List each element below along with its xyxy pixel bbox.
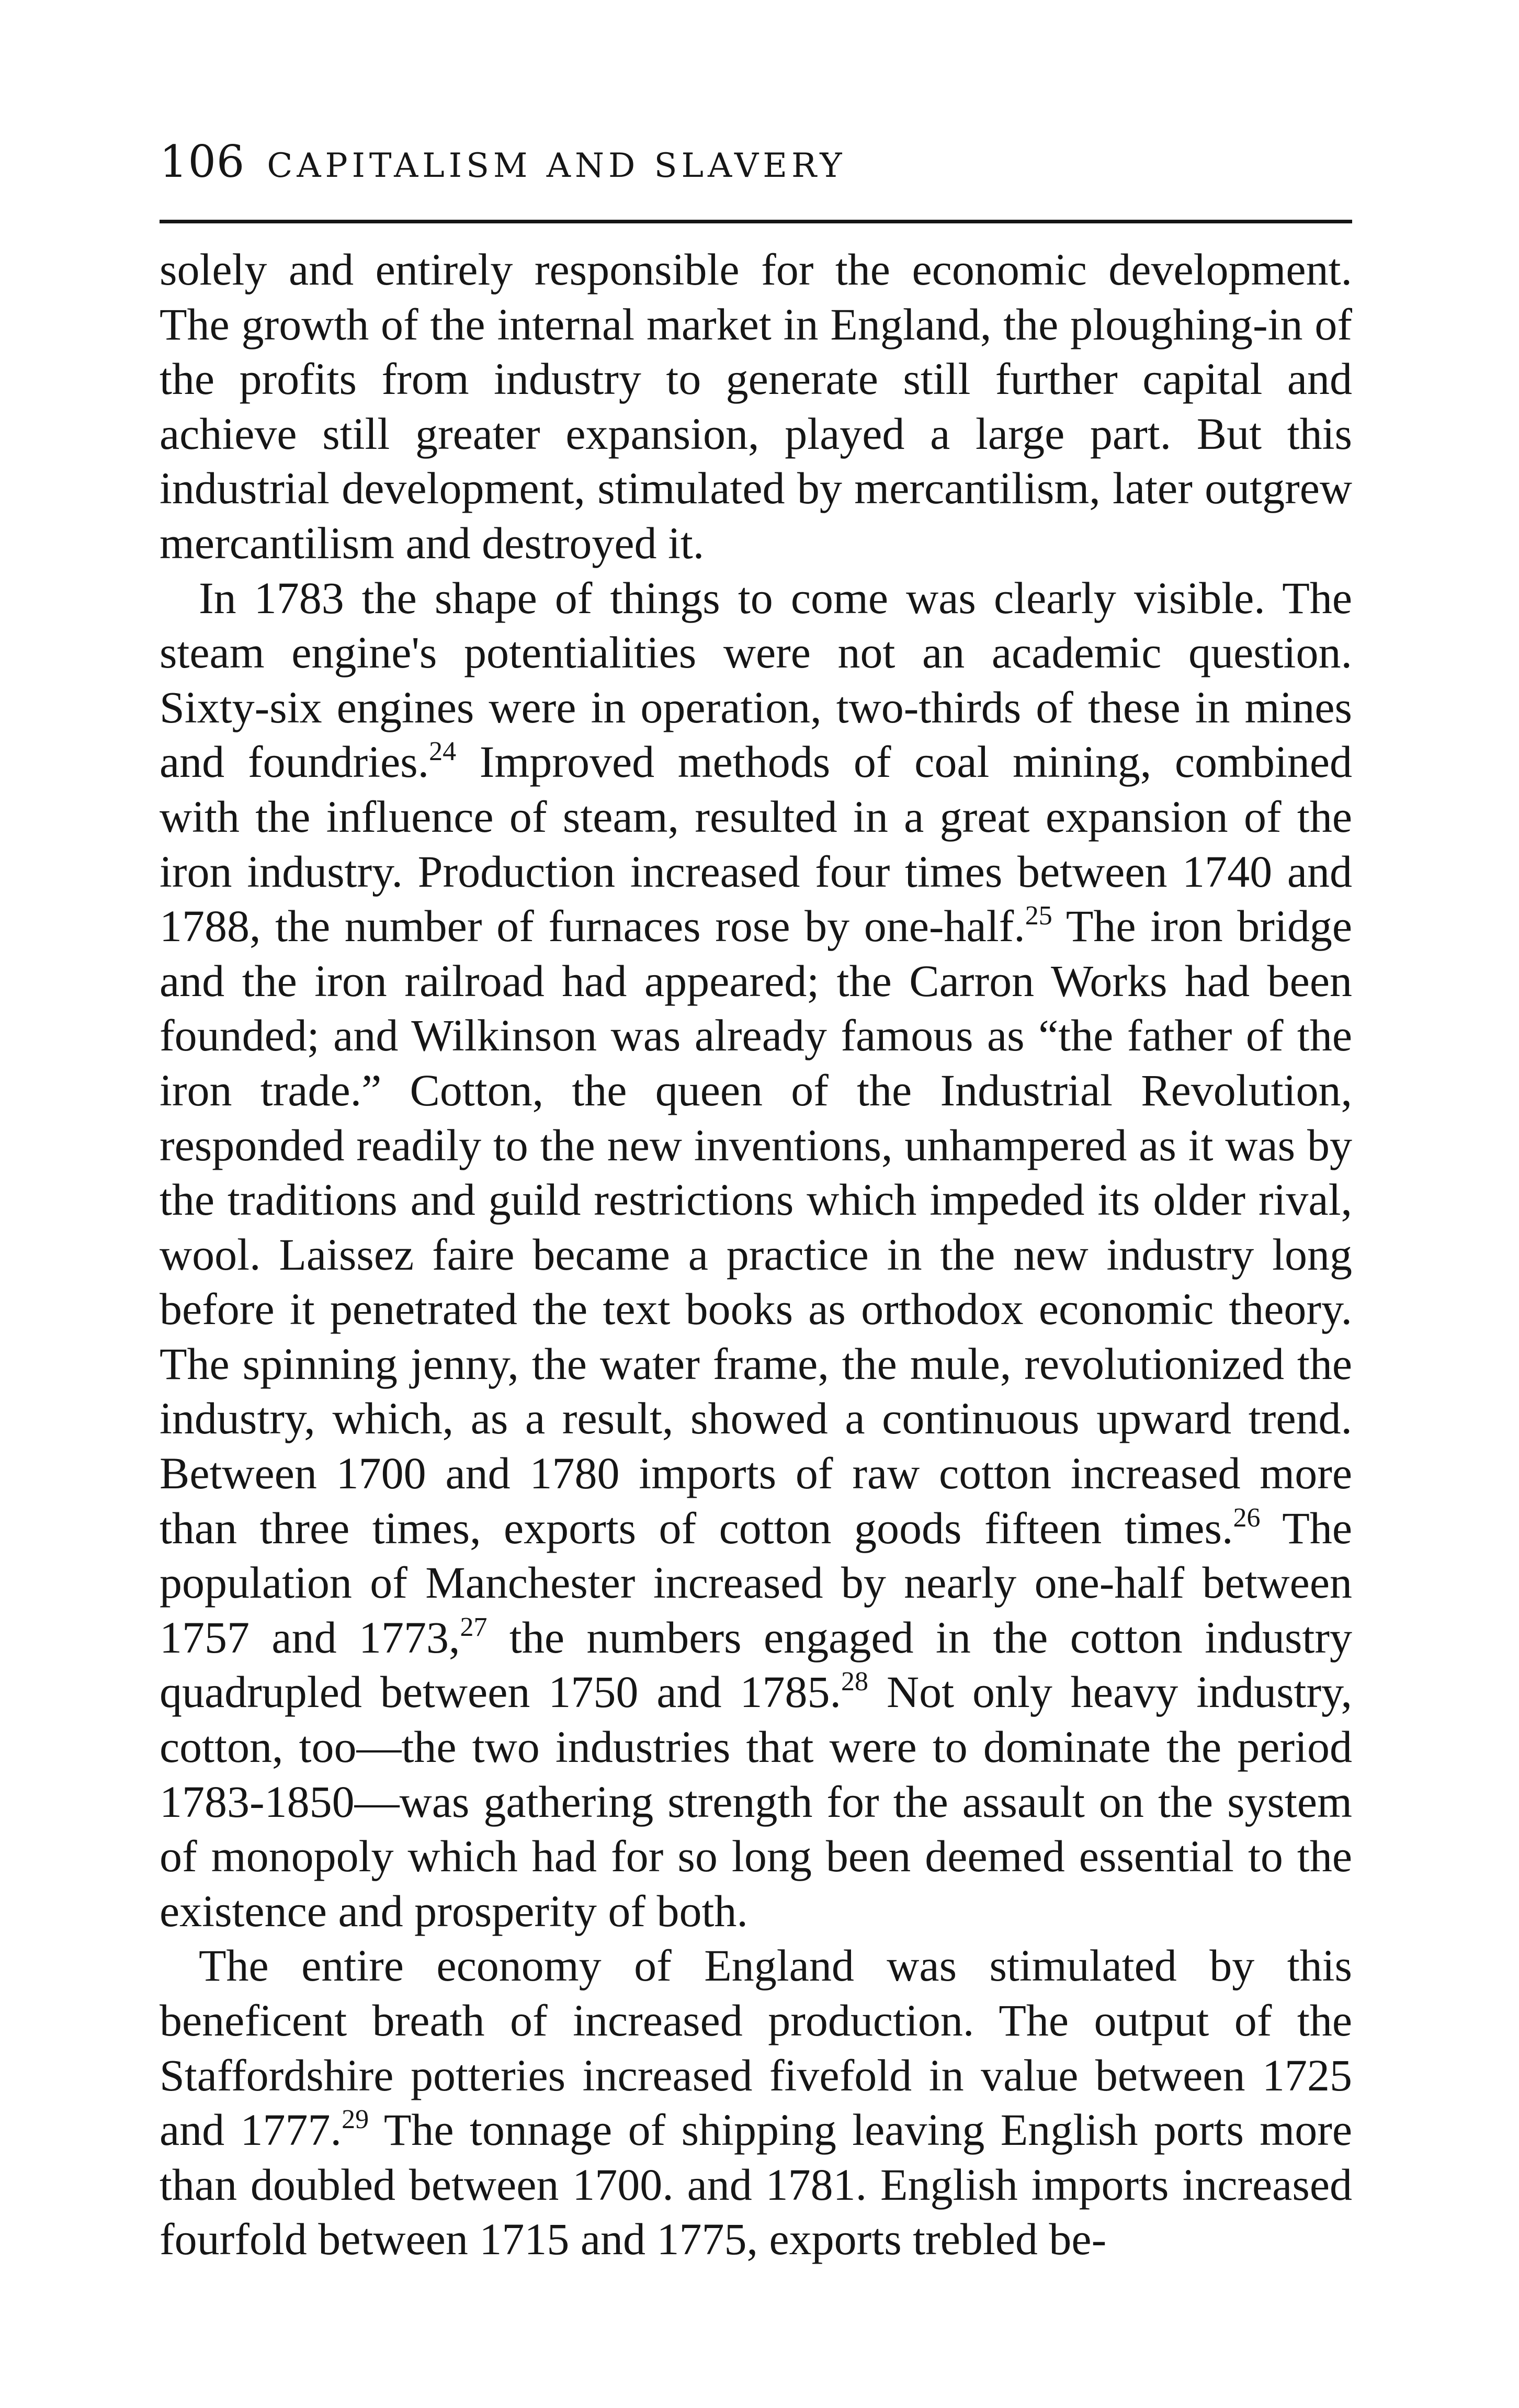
book-title: CAPITALISM AND SLAVERY xyxy=(267,146,846,185)
footnote-ref-27: 27 xyxy=(460,1612,488,1642)
paragraph-2-text-1: In 1783 the shape of things to come was clearly visible. The steam engine's potentialities were not an academic question. Sixty-six engines were in operation, two-thirds of these in mines and foundries. xyxy=(160,572,1352,787)
footnote-ref-29: 29 xyxy=(342,2105,369,2135)
paragraph-3-text-1: The entire economy of England was stimulated by this beneficent breath of increased production. The output of the Staffordshire potteries increased fivefold in value between 1725 and 1777. xyxy=(160,1940,1352,2155)
running-head xyxy=(160,131,1352,214)
paragraph-3 xyxy=(160,1938,1352,2267)
paragraph-2 xyxy=(160,571,1352,1939)
page-number: 106 xyxy=(160,136,245,187)
footnote-ref-26: 26 xyxy=(1233,1502,1261,1533)
paragraph-2-text-2: Improved methods of coal mining, combined with the influence of steam, resulted in a great expansion of the iron industry. Production increased four times between 1740 and 1788, the number of furnaces rose by one-half. xyxy=(160,737,1353,952)
paragraph-1: solely and entirely responsible for the economic development. The growth of the internal market in England, the ploughing-in of the profits from industry to generate still further capital and achieve still greater expansion, played a large part. But this industrial development, stimulated by mercantilism, later outgrew mercantilism and destroyed it. xyxy=(160,244,1352,568)
body-text xyxy=(160,242,1352,2267)
footnote-ref-25: 25 xyxy=(1025,901,1052,931)
paragraph-2-text-6: Not only heavy industry, cotton, too—the two industries that were to dominate the period 1783-1850—was gathering strength for the assault on the system of monopoly which had for so long been deemed essential to the existence and prosperity of both. xyxy=(160,1667,1353,1936)
paragraph-3-text-2: The tonnage of shipping leaving English ports more than doubled between 1700. and 1781. English imports increased fourfold between 1715 and 1775, exports trebled be- xyxy=(160,2105,1353,2265)
header-rule xyxy=(160,220,1352,223)
paragraph-2-text-4: The population of Manchester increased by nearly one-half between 1757 and 1773, xyxy=(160,1502,1353,1663)
footnote-ref-24: 24 xyxy=(429,737,457,767)
footnote-ref-28: 28 xyxy=(841,1667,869,1697)
book-page xyxy=(160,131,1352,2267)
paragraph-2-text-5: the numbers engaged in the cotton industry quadrupled between 1750 and 1785. xyxy=(160,1612,1353,1717)
paragraph-2-text-3: The iron bridge and the iron railroad had appeared; the Carron Works had been founded; and Wilkinson was already famous as “the father of the iron trade.” Cotton, the queen of the Industrial Revolution, responded readily to the new inventions, unhampered as it was by the traditions and guild restrictions which impeded its older rival, wool. Laissez faire became a practice in the new industry long before it penetrated the text books as orthodox economic theory. The spinning jenny, the water frame, the mule, revolutionized the industry, which, as a result, showed a continuous upward trend. Between 1700 and 1780 imports of raw cotton increased more than three times, exports of cotton goods fifteen times. xyxy=(160,901,1352,1553)
